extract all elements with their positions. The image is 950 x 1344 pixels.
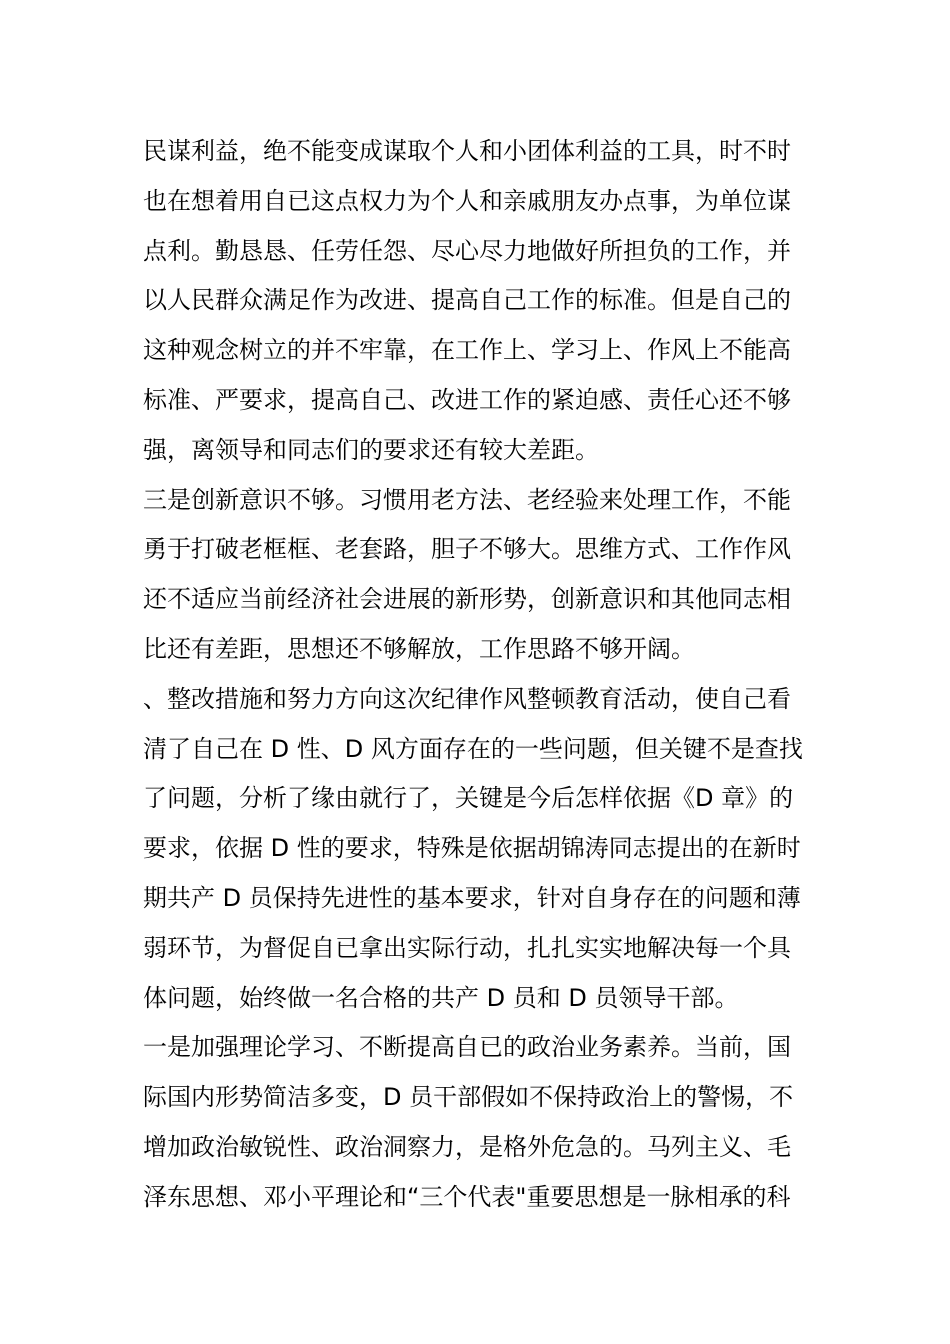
text-line: 标准、严要求，提高自己、改进工作的紧迫感、责任心还不够 — [143, 385, 791, 414]
text-line: 清了自己在 D 性、D 风方面存在的一些问题，但关键不是查找 — [143, 734, 803, 763]
text-line: 点利。勤恳恳、任劳任怨、尽心尽力地做好所担负的工作，并 — [143, 236, 791, 265]
text-line: 比还有差距，思想还不够解放，工作思路不够开阔。 — [143, 634, 695, 663]
text-line: 强，离领导和同志们的要求还有较大差距。 — [143, 435, 599, 464]
text-line: 这种观念树立的并不牢靠，在工作上、学习上、作风上不能高 — [143, 336, 791, 365]
text-line: 也在想着用自已这点权力为个人和亲戚朋友办点事，为单位谋 — [143, 186, 791, 215]
text-line: 三是创新意识不够。习惯用老方法、老经验来处理工作，不能 — [143, 485, 791, 514]
text-line: 了问题，分析了缘由就行了，关键是今后怎样依据《D 章》的 — [143, 784, 794, 813]
text-line: 弱环节，为督促自已拿出实际行动，扎扎实实地解决每一个具 — [143, 933, 791, 962]
document-body — [143, 127, 813, 1223]
text-line: 增加政治敏锐性、政治洞察力，是格外危急的。马列主义、毛 — [143, 1132, 791, 1161]
text-line: 、整改措施和努力方向这次纪律作风整顿教育活动，使自己看 — [143, 684, 791, 713]
text-line: 以人民群众满足作为改进、提高自己工作的标准。但是自己的 — [143, 286, 791, 315]
text-line: 勇于打破老框框、老套路，胆子不够大。思维方式、工作作风 — [143, 535, 791, 564]
text-line: 民谋利益，绝不能变成谋取个人和小团体利益的工具，时不时 — [143, 137, 791, 165]
text-line: 际国内形势简洁多变，D 员干部假如不保持政治上的警惕，不 — [143, 1083, 794, 1112]
text-line: 还不适应当前经济社会进展的新形势，创新意识和其他同志相 — [143, 585, 791, 614]
text-line: 体问题，始终做一名合格的共产 D 员和 D 员领导干部。 — [143, 983, 739, 1012]
text-line: 一是加强理论学习、不断提高自已的政治业务素养。当前，国 — [143, 1033, 791, 1062]
text-line: 要求，依据 D 性的要求，特殊是依据胡锦涛同志提出的在新时 — [143, 834, 801, 863]
text-line: 泽东思想、邓小平理论和“三个代表"重要思想是一脉相承的科 — [143, 1182, 791, 1211]
text-line: 期共产 D 员保持先进性的基本要求，针对自身存在的问题和薄 — [143, 883, 801, 912]
